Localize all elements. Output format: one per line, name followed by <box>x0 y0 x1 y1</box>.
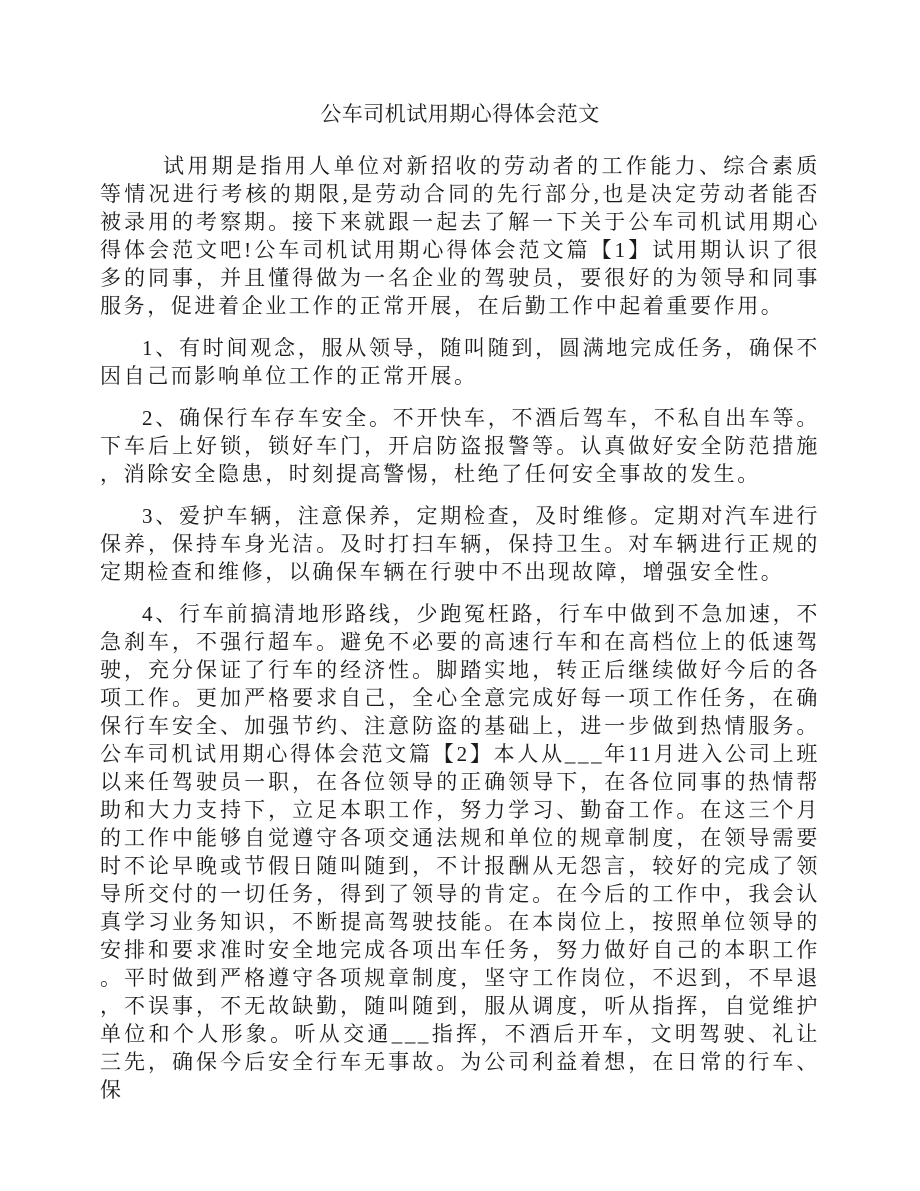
paragraph-point-1: 1、有时间观念，服从领导，随叫随到，圆满地完成任务，确保不因自己而影响单位工作的正常开展。 <box>100 336 820 388</box>
paragraph-point-2: 2、确保行车存车安全。不开快车，不酒后驾车，不私自出车等。下车后上好锁，锁好车门，开启防盗报警等。认真做好安全防范措施，消除安全隐患，时刻提高警惕，杜绝了任何安全事故的发生。 <box>100 406 820 486</box>
paragraph-point-4-and-part2: 4、行车前搞清地形路线，少跑冤枉路，行车中做到不急加速，不急刹车，不强行超车。避免不必要的高速行车和在高档位上的低速驾驶，充分保证了行车的经济性。脚踏实地，转正后继续做好今后的各项工作。更加严格要求自己，全心全意完成好每一项工作任务，在确保行车安全、加强节约、注意防盗的基础上，进一步做到热情服务。公车司机试用期心得体会范文篇【2】本人从___年11月进入公司上班以来任驾驶员一职，在各位领导的正确领导下，在各位同事的热情帮助和大力支持下，立足本职工作，努力学习、勤奋工作。在这三个月的工作中能够自觉遵守各项交通法规和单位的规章制度，在领导需要时不论早晚或节假日随叫随到，不计报酬从无怨言，较好的完成了领导所交付的一切任务，得到了领导的肯定。在今后的工作中，我会认真学习业务知识，不断提高驾驶技能。在本岗位上，按照单位领导的安排和要求准时安全地完成各项出车任务，努力做好自己的本职工作。平时做到严格遵守各项规章制度，坚守工作岗位，不迟到，不早退，不误事，不无故缺勤，随叫随到，服从调度，听从指挥，自觉维护单位和个人形象。听从交通___指挥，不酒后开车，文明驾驶、礼让三先，确保今后安全行车无事故。为公司利益着想，在日常的行车、保 <box>100 602 820 1102</box>
paragraph-intro: 试用期是指用人单位对新招收的劳动者的工作能力、综合素质等情况进行考核的期限,是劳动合同的先行部分,也是决定劳动者能否被录用的考察期。接下来就跟一起去了解一下关于公车司机试用期心得体会范文吧!公车司机试用期心得体会范文篇【1】试用期认识了很多的同事，并且懂得做为一名企业的驾驶员，要很好的为领导和同事服务，促进着企业工作的正常开展，在后勤工作中起着重要作用。 <box>100 154 820 318</box>
document-title: 公车司机试用期心得体会范文 <box>320 102 600 126</box>
paragraph-point-3: 3、爱护车辆，注意保养，定期检查，及时维修。定期对汽车进行保养，保持车身光洁。及时打扫车辆，保持卫生。对车辆进行正规的定期检查和维修，以确保车辆在行驶中不出现故障，增强安全性。 <box>100 504 820 584</box>
